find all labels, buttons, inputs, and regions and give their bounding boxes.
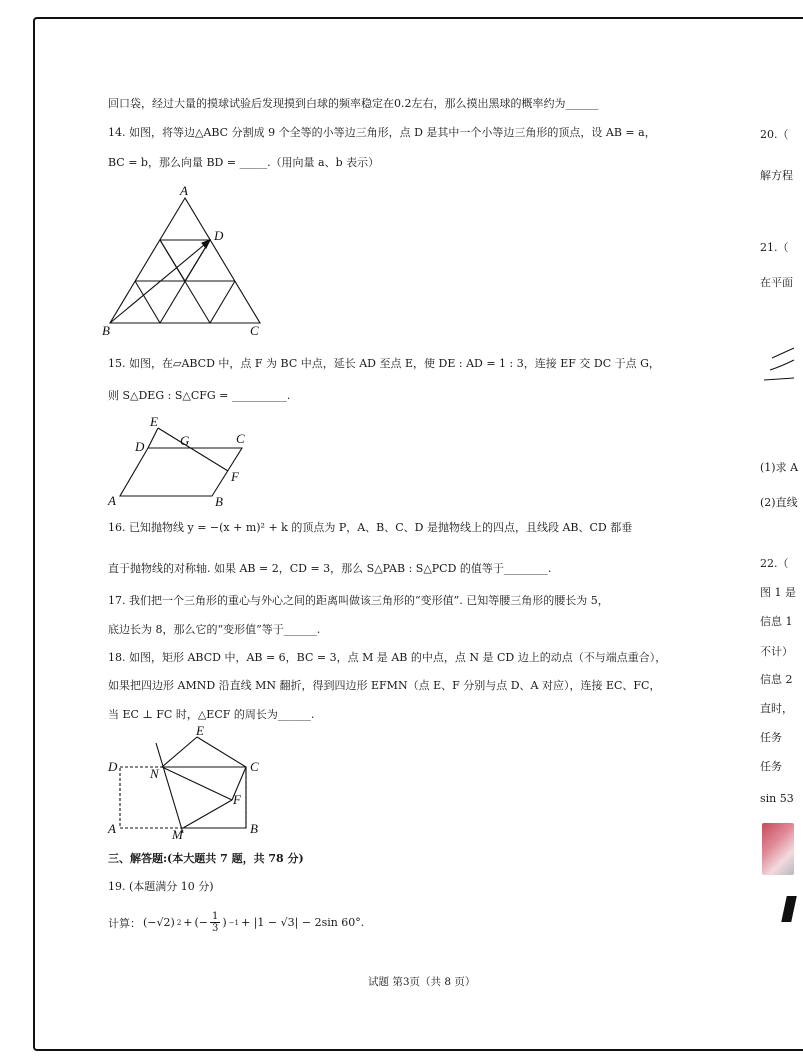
q19-paren-open: (− (194, 916, 209, 929)
q15-figure (100, 413, 260, 508)
q14-label-d: D (214, 228, 224, 243)
q19-exp2: −1 (228, 918, 240, 927)
q19-frac-den: 3 (212, 923, 219, 934)
q15-label-e: E (150, 414, 158, 429)
q17-line2: 底边长为 8，那么它的“变形值”等于______. (108, 623, 321, 636)
section-heading: 三、解答题:(本大题共 7 题，共 78 分) (108, 852, 304, 865)
q16-line1: 16. 已知抛物线 y = −(x + m)² + k 的顶点为 P，A、B、C、D 是抛物线上的四点，且线段 AB、CD 都垂 (108, 521, 633, 534)
q15-label-f: F (231, 469, 239, 484)
q19-title: 19. (本题满分 10 分) (108, 880, 214, 893)
right-q21-figure (760, 330, 794, 390)
q13-tail: 回口袋，经过大量的摸球试验后发现摸到白球的频率稳定在0.2左右，那么摸出黑球的概率约为______ (108, 97, 599, 110)
q14-label-c: C (250, 323, 259, 338)
q18-label-m: M (172, 827, 183, 842)
right-q21-part1: (1)求 A (760, 461, 799, 474)
q19-plus: + (183, 916, 193, 929)
page-footer: 试题 第3页（共 8 页） (368, 976, 476, 988)
right-q20: 20.（ (760, 128, 789, 141)
q15-line1: 15. 如图，在▱ABCD 中，点 F 为 BC 中点，延长 AD 至点 E，使 DE : AD = 1 : 3，连接 EF 交 DC 于点 G， (108, 357, 660, 370)
right-q21: 21.（ (760, 241, 789, 254)
q18-figure (100, 725, 270, 845)
q19-term3: + |1 − √3| − 2sin 60°. (241, 916, 365, 929)
q18-line3: 当 EC ⊥ FC 时，△ECF 的周长为______. (108, 708, 315, 721)
q19-formula (108, 911, 364, 934)
q19-exp1: 2 (176, 918, 182, 927)
right-q20-text: 解方程 (760, 169, 793, 182)
q18-label-b: B (250, 821, 258, 836)
right-q22-text1: 图 1 是 (760, 586, 796, 599)
right-q22-task2: 任务 (760, 760, 782, 773)
q18-label-f: F (233, 792, 241, 807)
q19-paren-close: ) (222, 916, 227, 929)
q14-label-a: A (180, 183, 188, 198)
right-q22-info2: 信息 2 (760, 673, 793, 686)
q15-label-a: A (108, 493, 116, 508)
q18-label-c: C (250, 759, 259, 774)
q15-line2: 则 S△DEG : S△CFG = __________. (108, 389, 291, 402)
q18-label-a: A (108, 821, 116, 836)
q19-fraction (210, 911, 220, 934)
right-q22: 22.（ (760, 557, 789, 570)
right-q22-text3: 直时， (760, 702, 793, 715)
q19-prefix: 计算： (108, 916, 141, 930)
q18-label-n: N (150, 766, 159, 781)
right-q21-text: 在平面 (760, 276, 793, 289)
right-q22-task1: 任务 (760, 731, 782, 744)
right-q22-photo (762, 823, 794, 875)
q18-line2: 如果把四边形 AMND 沿直线 MN 翻折，得到四边形 EFMN（点 E、F 分别与点 D、A 对应），连接 EC、FC， (108, 679, 661, 692)
q18-label-e: E (196, 723, 204, 738)
q14-figure (100, 183, 270, 338)
q15-label-c: C (236, 431, 245, 446)
q18-line1: 18. 如图，矩形 ABCD 中，AB = 6，BC = 3，点 M 是 AB 的中点，点 N 是 CD 边上的动点（不与端点重合）， (108, 651, 667, 664)
q15-label-b: B (215, 494, 223, 509)
q16-line2: 直于抛物线的对称轴. 如果 AB = 2，CD = 3，那么 S△PAB : S△PCD 的值等于________. (108, 562, 552, 575)
q14-label-b: B (102, 323, 110, 338)
right-q22-sin: sin 53 (760, 792, 794, 805)
q14-line2: BC = b，那么向量 BD = _____.（用向量 a、b 表示） (108, 156, 380, 169)
q15-label-g: G (180, 433, 190, 448)
q14-line1: 14. 如图，将等边△ABC 分割成 9 个全等的小等边三角形，点 D 是其中一个小等边三角形的顶点，设 AB = a， (108, 126, 656, 139)
q17-line1: 17. 我们把一个三角形的重心与外心之间的距离叫做该三角形的“变形值”. 已知等腰三角形的腰长为 5， (108, 594, 609, 607)
q19-frac-num: 1 (212, 911, 219, 922)
q15-label-d: D (135, 439, 145, 454)
q19-term1: (−√2) (143, 916, 175, 929)
q18-label-d: D (108, 759, 118, 774)
right-q22-info1: 信息 1 (760, 615, 793, 628)
right-q21-part2: (2)直线 (760, 496, 798, 509)
right-q22-text2: 不计） (760, 645, 793, 658)
